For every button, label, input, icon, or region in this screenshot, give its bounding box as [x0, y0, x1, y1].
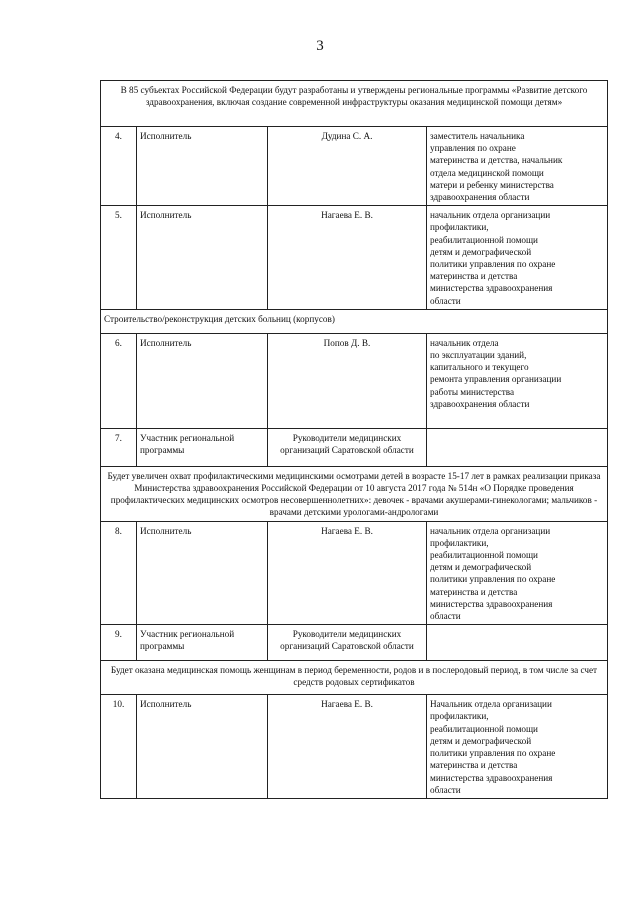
row-number: 9.: [101, 625, 137, 661]
row-role: Исполнитель: [137, 695, 268, 799]
section-heading-row: [101, 81, 608, 127]
table-row: [101, 206, 608, 310]
table-row: [101, 333, 608, 428]
row-position: [427, 625, 608, 661]
table-row: [101, 127, 608, 206]
row-number: 4.: [101, 127, 137, 206]
section-heading-row: [101, 661, 608, 695]
section-heading-row: [101, 309, 608, 333]
row-person: Руководители медицинских организаций Саратовской области: [268, 625, 427, 661]
section-heading: Будет увеличен охват профилактическими медицинскими осмотрами детей в возрасте 15-17 лет в рамках реализации приказа Министерства здравоохранения Российской Федерации от 10 августа 2017 года № 514н «О Порядке проведения профилактических медицинских осмотров несовершеннолетних»: девочек - врачами акушерами-гинекологами; мальчиков - врачами детскими урологами-андрологами: [101, 466, 608, 521]
row-position: [427, 428, 608, 466]
row-person: Нагаева Е. В.: [268, 206, 427, 310]
row-position: начальник отдела по эксплуатации зданий, капитального и текущего ремонта управления организации работы министерства здравоохранения области: [427, 333, 608, 428]
section-heading-row: [101, 466, 608, 521]
row-person: Нагаева Е. В.: [268, 695, 427, 799]
row-position: начальник отдела организации профилактики, реабилитационной помощи детям и демографической политики управления по охране материнства и детства министерства здравоохранения области: [427, 206, 608, 310]
responsibility-table: [100, 80, 608, 799]
row-position: Начальник отдела организации профилактики, реабилитационной помощи детям и демографической политики управления по охране материнства и детства министерства здравоохранения области: [427, 695, 608, 799]
table-row: [101, 695, 608, 799]
row-role: Участник региональной программы: [137, 428, 268, 466]
row-number: 6.: [101, 333, 137, 428]
page-number: 3: [316, 38, 324, 54]
row-role: Участник региональной программы: [137, 625, 268, 661]
section-heading: В 85 субъектах Российской Федерации будут разработаны и утверждены региональные программы «Развитие детского здравоохранения, включая создание современной инфраструктуры оказания медицинской помощи детям»: [101, 81, 608, 127]
row-number: 7.: [101, 428, 137, 466]
row-number: 10.: [101, 695, 137, 799]
table-row: [101, 521, 608, 625]
row-position: заместитель начальника управления по охране материнства и детства, начальник отдела медицинской помощи матери и ребенку министерства здравоохранения области: [427, 127, 608, 206]
row-number: 8.: [101, 521, 137, 625]
row-position: начальник отдела организации профилактики, реабилитационной помощи детям и демографической политики управления по охране материнства и детства министерства здравоохранения области: [427, 521, 608, 625]
row-role: Исполнитель: [137, 127, 268, 206]
row-person: Руководители медицинских организаций Саратовской области: [268, 428, 427, 466]
table-row: [101, 625, 608, 661]
table-row: [101, 428, 608, 466]
row-role: Исполнитель: [137, 521, 268, 625]
row-role: Исполнитель: [137, 206, 268, 310]
row-person: Дудина С. А.: [268, 127, 427, 206]
section-heading: Будет оказана медицинская помощь женщинам в период беременности, родов и в послеродовый период, в том числе за счет средств родовых сертификатов: [101, 661, 608, 695]
row-role: Исполнитель: [137, 333, 268, 428]
row-person: Нагаева Е. В.: [268, 521, 427, 625]
row-number: 5.: [101, 206, 137, 310]
section-heading: Строительство/реконструкция детских больниц (корпусов): [101, 309, 608, 333]
row-person: Попов Д. В.: [268, 333, 427, 428]
